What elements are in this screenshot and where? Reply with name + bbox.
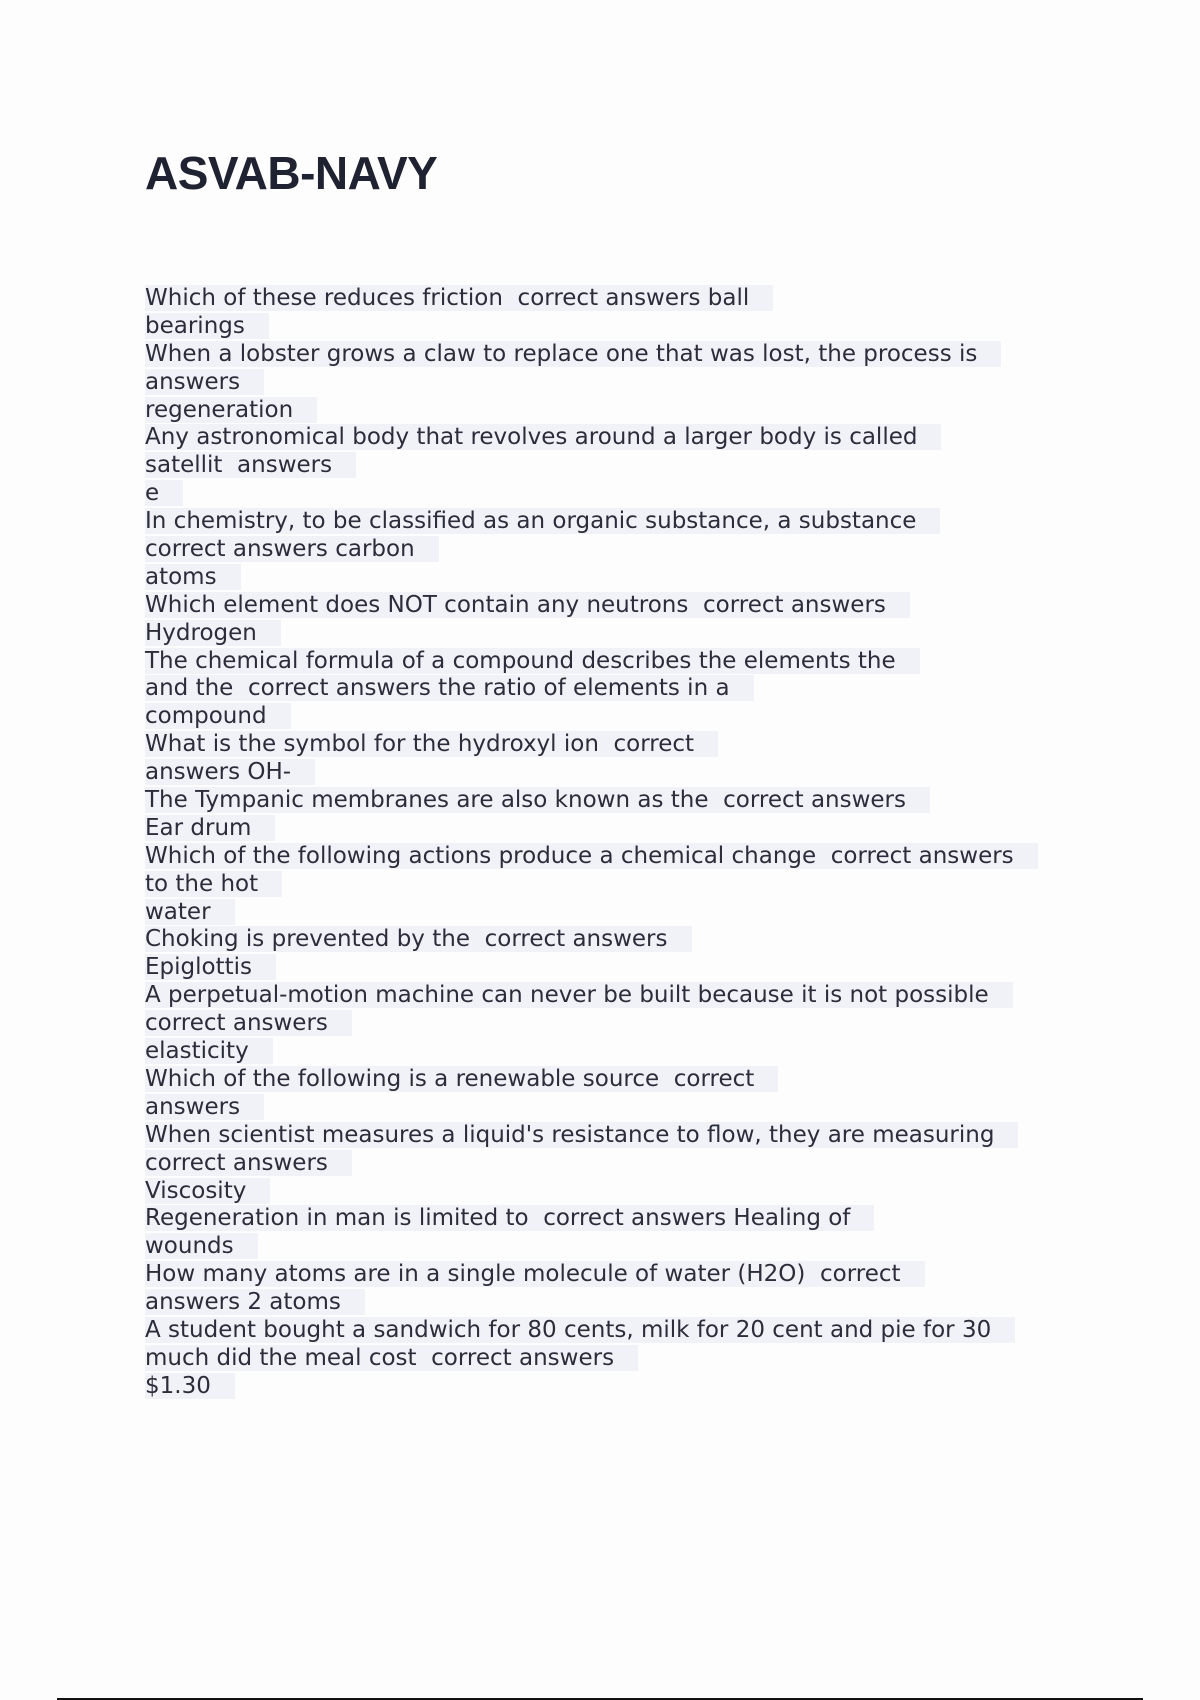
text-line-content: Epiglottis xyxy=(145,954,276,980)
text-line xyxy=(145,369,1085,397)
text-line xyxy=(145,982,1085,1010)
text-line xyxy=(145,1261,1085,1289)
text-line xyxy=(145,731,1085,759)
text-line xyxy=(145,480,1085,508)
text-line-content: compound xyxy=(145,703,291,729)
text-line-content: correct answers xyxy=(145,1150,352,1176)
text-line-content: A student bought a sandwich for 80 cents, milk for 20 cent and pie for 30 xyxy=(145,1317,1015,1343)
text-line xyxy=(145,313,1085,341)
text-line-content: elasticity xyxy=(145,1038,273,1064)
text-line xyxy=(145,1205,1085,1233)
text-line xyxy=(145,815,1085,843)
text-line-content: Viscosity xyxy=(145,1178,270,1204)
text-line xyxy=(145,1094,1085,1122)
text-line-content: Which element does NOT contain any neutrons correct answers xyxy=(145,592,910,618)
text-line-content: correct answers xyxy=(145,1010,352,1036)
text-line xyxy=(145,285,1085,313)
text-line-content: Hydrogen xyxy=(145,620,281,646)
text-line-content: Which of the following is a renewable source correct xyxy=(145,1066,778,1092)
text-line-content: When a lobster grows a claw to replace one that was lost, the process is xyxy=(145,341,1001,367)
text-line-content: Ear drum xyxy=(145,815,275,841)
text-line xyxy=(145,508,1085,536)
text-line-content: A perpetual-motion machine can never be built because it is not possible xyxy=(145,982,1013,1008)
text-line-content: and the correct answers the ratio of elements in a xyxy=(145,675,754,701)
text-line-content: How many atoms are in a single molecule of water (H2O) correct xyxy=(145,1261,925,1287)
text-line xyxy=(145,397,1085,425)
text-line xyxy=(145,926,1085,954)
text-line xyxy=(145,675,1085,703)
text-line-content: regeneration xyxy=(145,397,317,423)
text-line xyxy=(145,787,1085,815)
text-line xyxy=(145,1010,1085,1038)
text-line xyxy=(145,1373,1085,1401)
text-line-content: Any astronomical body that revolves around a larger body is called xyxy=(145,424,941,450)
text-line xyxy=(145,1038,1085,1066)
text-line-content: answers xyxy=(145,1094,264,1120)
text-line xyxy=(145,620,1085,648)
text-line-content: answers xyxy=(145,369,264,395)
text-line-content: The chemical formula of a compound describes the elements the xyxy=(145,648,920,674)
text-line-content: Regeneration in man is limited to correct answers Healing of xyxy=(145,1205,874,1231)
text-line xyxy=(145,424,1085,452)
text-line xyxy=(145,648,1085,676)
text-line xyxy=(145,452,1085,480)
text-line xyxy=(145,1178,1085,1206)
text-line-content: bearings xyxy=(145,313,269,339)
text-line xyxy=(145,871,1085,899)
text-line-content: When scientist measures a liquid's resistance to flow, they are measuring xyxy=(145,1122,1018,1148)
text-line-content: atoms xyxy=(145,564,241,590)
text-line xyxy=(145,843,1085,871)
text-line-content: satellit answers xyxy=(145,452,356,478)
text-line xyxy=(145,1317,1085,1345)
text-line-content: wounds xyxy=(145,1233,258,1259)
text-line-content: Choking is prevented by the correct answers xyxy=(145,926,692,952)
text-line xyxy=(145,954,1085,982)
text-line-content: In chemistry, to be classified as an organic substance, a substance xyxy=(145,508,940,534)
text-line-content: What is the symbol for the hydroxyl ion correct xyxy=(145,731,718,757)
text-line xyxy=(145,899,1085,927)
text-line xyxy=(145,1233,1085,1261)
text-line-content: $1.30 xyxy=(145,1373,235,1399)
text-line xyxy=(145,564,1085,592)
qa-content xyxy=(145,285,1085,1401)
text-line xyxy=(145,1345,1085,1373)
text-line-content: Which of the following actions produce a chemical change correct answers xyxy=(145,843,1038,869)
text-line-content: water xyxy=(145,899,235,925)
text-line xyxy=(145,1122,1085,1150)
text-line-content: answers OH- xyxy=(145,759,315,785)
text-line-content: answers 2 atoms xyxy=(145,1289,365,1315)
text-line-content: to the hot xyxy=(145,871,282,897)
text-line xyxy=(145,759,1085,787)
text-line xyxy=(145,703,1085,731)
text-line-content: Which of these reduces friction correct answers ball xyxy=(145,285,773,311)
text-line xyxy=(145,341,1085,369)
text-line-content: e xyxy=(145,480,183,506)
text-line xyxy=(145,1289,1085,1317)
text-line xyxy=(145,536,1085,564)
text-line-content: much did the meal cost correct answers xyxy=(145,1345,638,1371)
text-line xyxy=(145,1066,1085,1094)
text-line-content: correct answers carbon xyxy=(145,536,439,562)
page-title: ASVAB-NAVY xyxy=(145,147,438,199)
text-line xyxy=(145,1150,1085,1178)
text-line-content: The Tympanic membranes are also known as the correct answers xyxy=(145,787,930,813)
text-line xyxy=(145,592,1085,620)
